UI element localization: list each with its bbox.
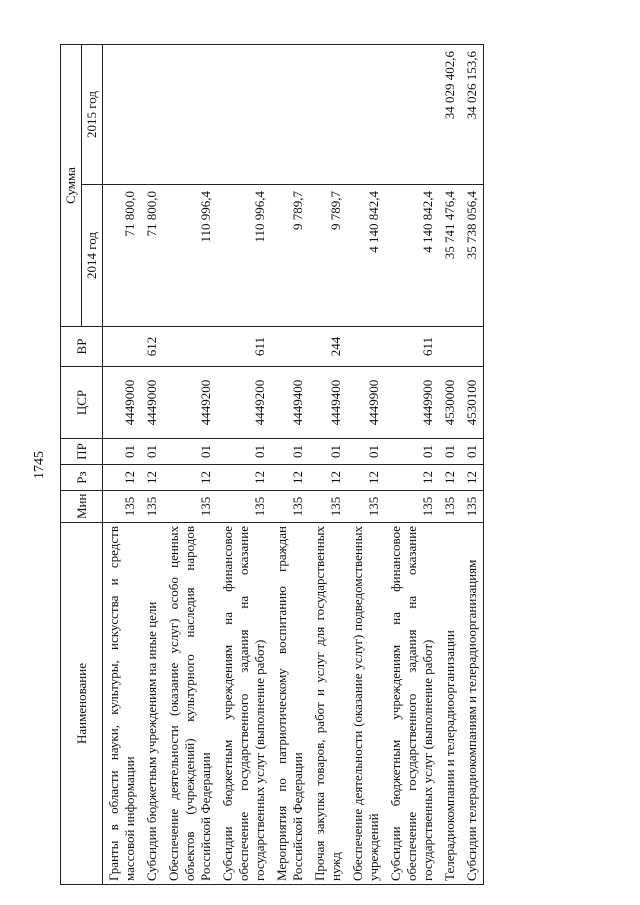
- row-rz: 12: [347, 465, 385, 491]
- row-rz: 12: [309, 465, 347, 491]
- row-sum-2014: 35 738 056,4: [461, 185, 484, 327]
- row-name: Субсидии бюджетным учреждениям на иные цели: [141, 523, 163, 885]
- table-row: [347, 45, 385, 885]
- row-min: 135: [385, 491, 439, 523]
- row-vr: 611: [385, 327, 439, 367]
- row-pr: 01: [439, 439, 461, 465]
- header-2015: 2015 год: [82, 45, 103, 185]
- header-csr: ЦСР: [61, 367, 103, 439]
- row-name: Субсидии бюджетным учреждениям на финансовое обеспечение государственного задания на оказание государственных услуг (выполнение работ): [385, 523, 439, 885]
- row-csr: 4449200: [217, 367, 271, 439]
- row-vr: [163, 327, 217, 367]
- row-sum-2015: [217, 45, 271, 185]
- header-sum: Сумма: [61, 45, 82, 327]
- table-row: [439, 45, 461, 885]
- row-pr: 01: [309, 439, 347, 465]
- row-sum-2015: [385, 45, 439, 185]
- header-2014: 2014 год: [82, 185, 103, 327]
- row-min: 135: [461, 491, 484, 523]
- row-name: Мероприятия по патриотическому воспитанию граждан Российской Федерации: [271, 523, 309, 885]
- row-name: Субсидии телерадиокомпаниям и телерадиоорганизациям: [461, 523, 484, 885]
- table-body: [103, 45, 484, 885]
- row-min: 135: [271, 491, 309, 523]
- row-vr: 244: [309, 327, 347, 367]
- row-csr: 4449000: [141, 367, 163, 439]
- row-name: Гранты в области науки, культуры, искусства и средств массовой информации: [103, 523, 142, 885]
- row-sum-2014: 9 789,7: [309, 185, 347, 327]
- row-rz: 12: [385, 465, 439, 491]
- header-min: Мин: [61, 491, 103, 523]
- row-sum-2015: [103, 45, 142, 185]
- row-vr: 611: [217, 327, 271, 367]
- table-row: [163, 45, 217, 885]
- row-rz: 12: [163, 465, 217, 491]
- row-name: Субсидии бюджетным учреждениям на финансовое обеспечение государственного задания на оказание государственных услуг (выполнение работ): [217, 523, 271, 885]
- row-name: Обеспечение деятельности (оказание услуг) подведомственных учреждений: [347, 523, 385, 885]
- row-sum-2014: 110 996,4: [163, 185, 217, 327]
- header-rz: Рз: [61, 465, 103, 491]
- row-rz: 12: [141, 465, 163, 491]
- row-sum-2014: 4 140 842,4: [347, 185, 385, 327]
- row-rz: 12: [461, 465, 484, 491]
- row-sum-2015: [309, 45, 347, 185]
- row-vr: [439, 327, 461, 367]
- row-rz: 12: [271, 465, 309, 491]
- row-name: Телерадиокомпании и телерадиоорганизации: [439, 523, 461, 885]
- row-csr: 4449000: [103, 367, 142, 439]
- row-sum-2014: 35 741 476,4: [439, 185, 461, 327]
- header-pr: ПР: [61, 439, 103, 465]
- row-pr: 01: [271, 439, 309, 465]
- row-rz: 12: [103, 465, 142, 491]
- row-rz: 12: [439, 465, 461, 491]
- row-sum-2015: 34 029 402,6: [439, 45, 461, 185]
- row-sum-2014: 9 789,7: [271, 185, 309, 327]
- row-min: 135: [163, 491, 217, 523]
- row-vr: [271, 327, 309, 367]
- table-row: [461, 45, 484, 885]
- table-row: [103, 45, 142, 885]
- budget-table: [60, 44, 484, 885]
- row-csr: 4530000: [439, 367, 461, 439]
- row-sum-2014: 71 800,0: [141, 185, 163, 327]
- row-pr: 01: [385, 439, 439, 465]
- row-sum-2014: 71 800,0: [103, 185, 142, 327]
- row-name: Обеспечение деятельности (оказание услуг) особо ценных объектов (учреждений) культурного наследия народов Российской Федерации: [163, 523, 217, 885]
- row-pr: 01: [347, 439, 385, 465]
- row-min: 135: [439, 491, 461, 523]
- table-row: [271, 45, 309, 885]
- row-vr: [103, 327, 142, 367]
- row-csr: 4449400: [271, 367, 309, 439]
- row-pr: 01: [163, 439, 217, 465]
- row-vr: [347, 327, 385, 367]
- row-pr: 01: [461, 439, 484, 465]
- row-csr: 4449900: [347, 367, 385, 439]
- row-vr: [461, 327, 484, 367]
- row-pr: 01: [141, 439, 163, 465]
- row-pr: 01: [217, 439, 271, 465]
- table-row: [217, 45, 271, 885]
- row-sum-2015: [271, 45, 309, 185]
- row-min: 135: [309, 491, 347, 523]
- row-csr: 4449900: [385, 367, 439, 439]
- row-rz: 12: [217, 465, 271, 491]
- row-csr: 4530100: [461, 367, 484, 439]
- table-row: [385, 45, 439, 885]
- row-pr: 01: [103, 439, 142, 465]
- rotated-page: [32, 45, 560, 885]
- row-vr: 612: [141, 327, 163, 367]
- row-min: 135: [141, 491, 163, 523]
- table-row: [309, 45, 347, 885]
- row-csr: 4449400: [309, 367, 347, 439]
- row-csr: 4449200: [163, 367, 217, 439]
- row-sum-2015: [347, 45, 385, 185]
- row-sum-2015: 34 026 153,6: [461, 45, 484, 185]
- row-sum-2015: [163, 45, 217, 185]
- page-number: 1745: [32, 451, 47, 479]
- header-name: Наименование: [61, 523, 103, 885]
- row-min: 135: [103, 491, 142, 523]
- row-min: 135: [347, 491, 385, 523]
- row-min: 135: [217, 491, 271, 523]
- row-sum-2014: 4 140 842,4: [385, 185, 439, 327]
- header-vr: ВР: [61, 327, 103, 367]
- row-name: Прочая закупка товаров, работ и услуг для государственных нужд: [309, 523, 347, 885]
- row-sum-2014: 110 996,4: [217, 185, 271, 327]
- table-row: [141, 45, 163, 885]
- row-sum-2015: [141, 45, 163, 185]
